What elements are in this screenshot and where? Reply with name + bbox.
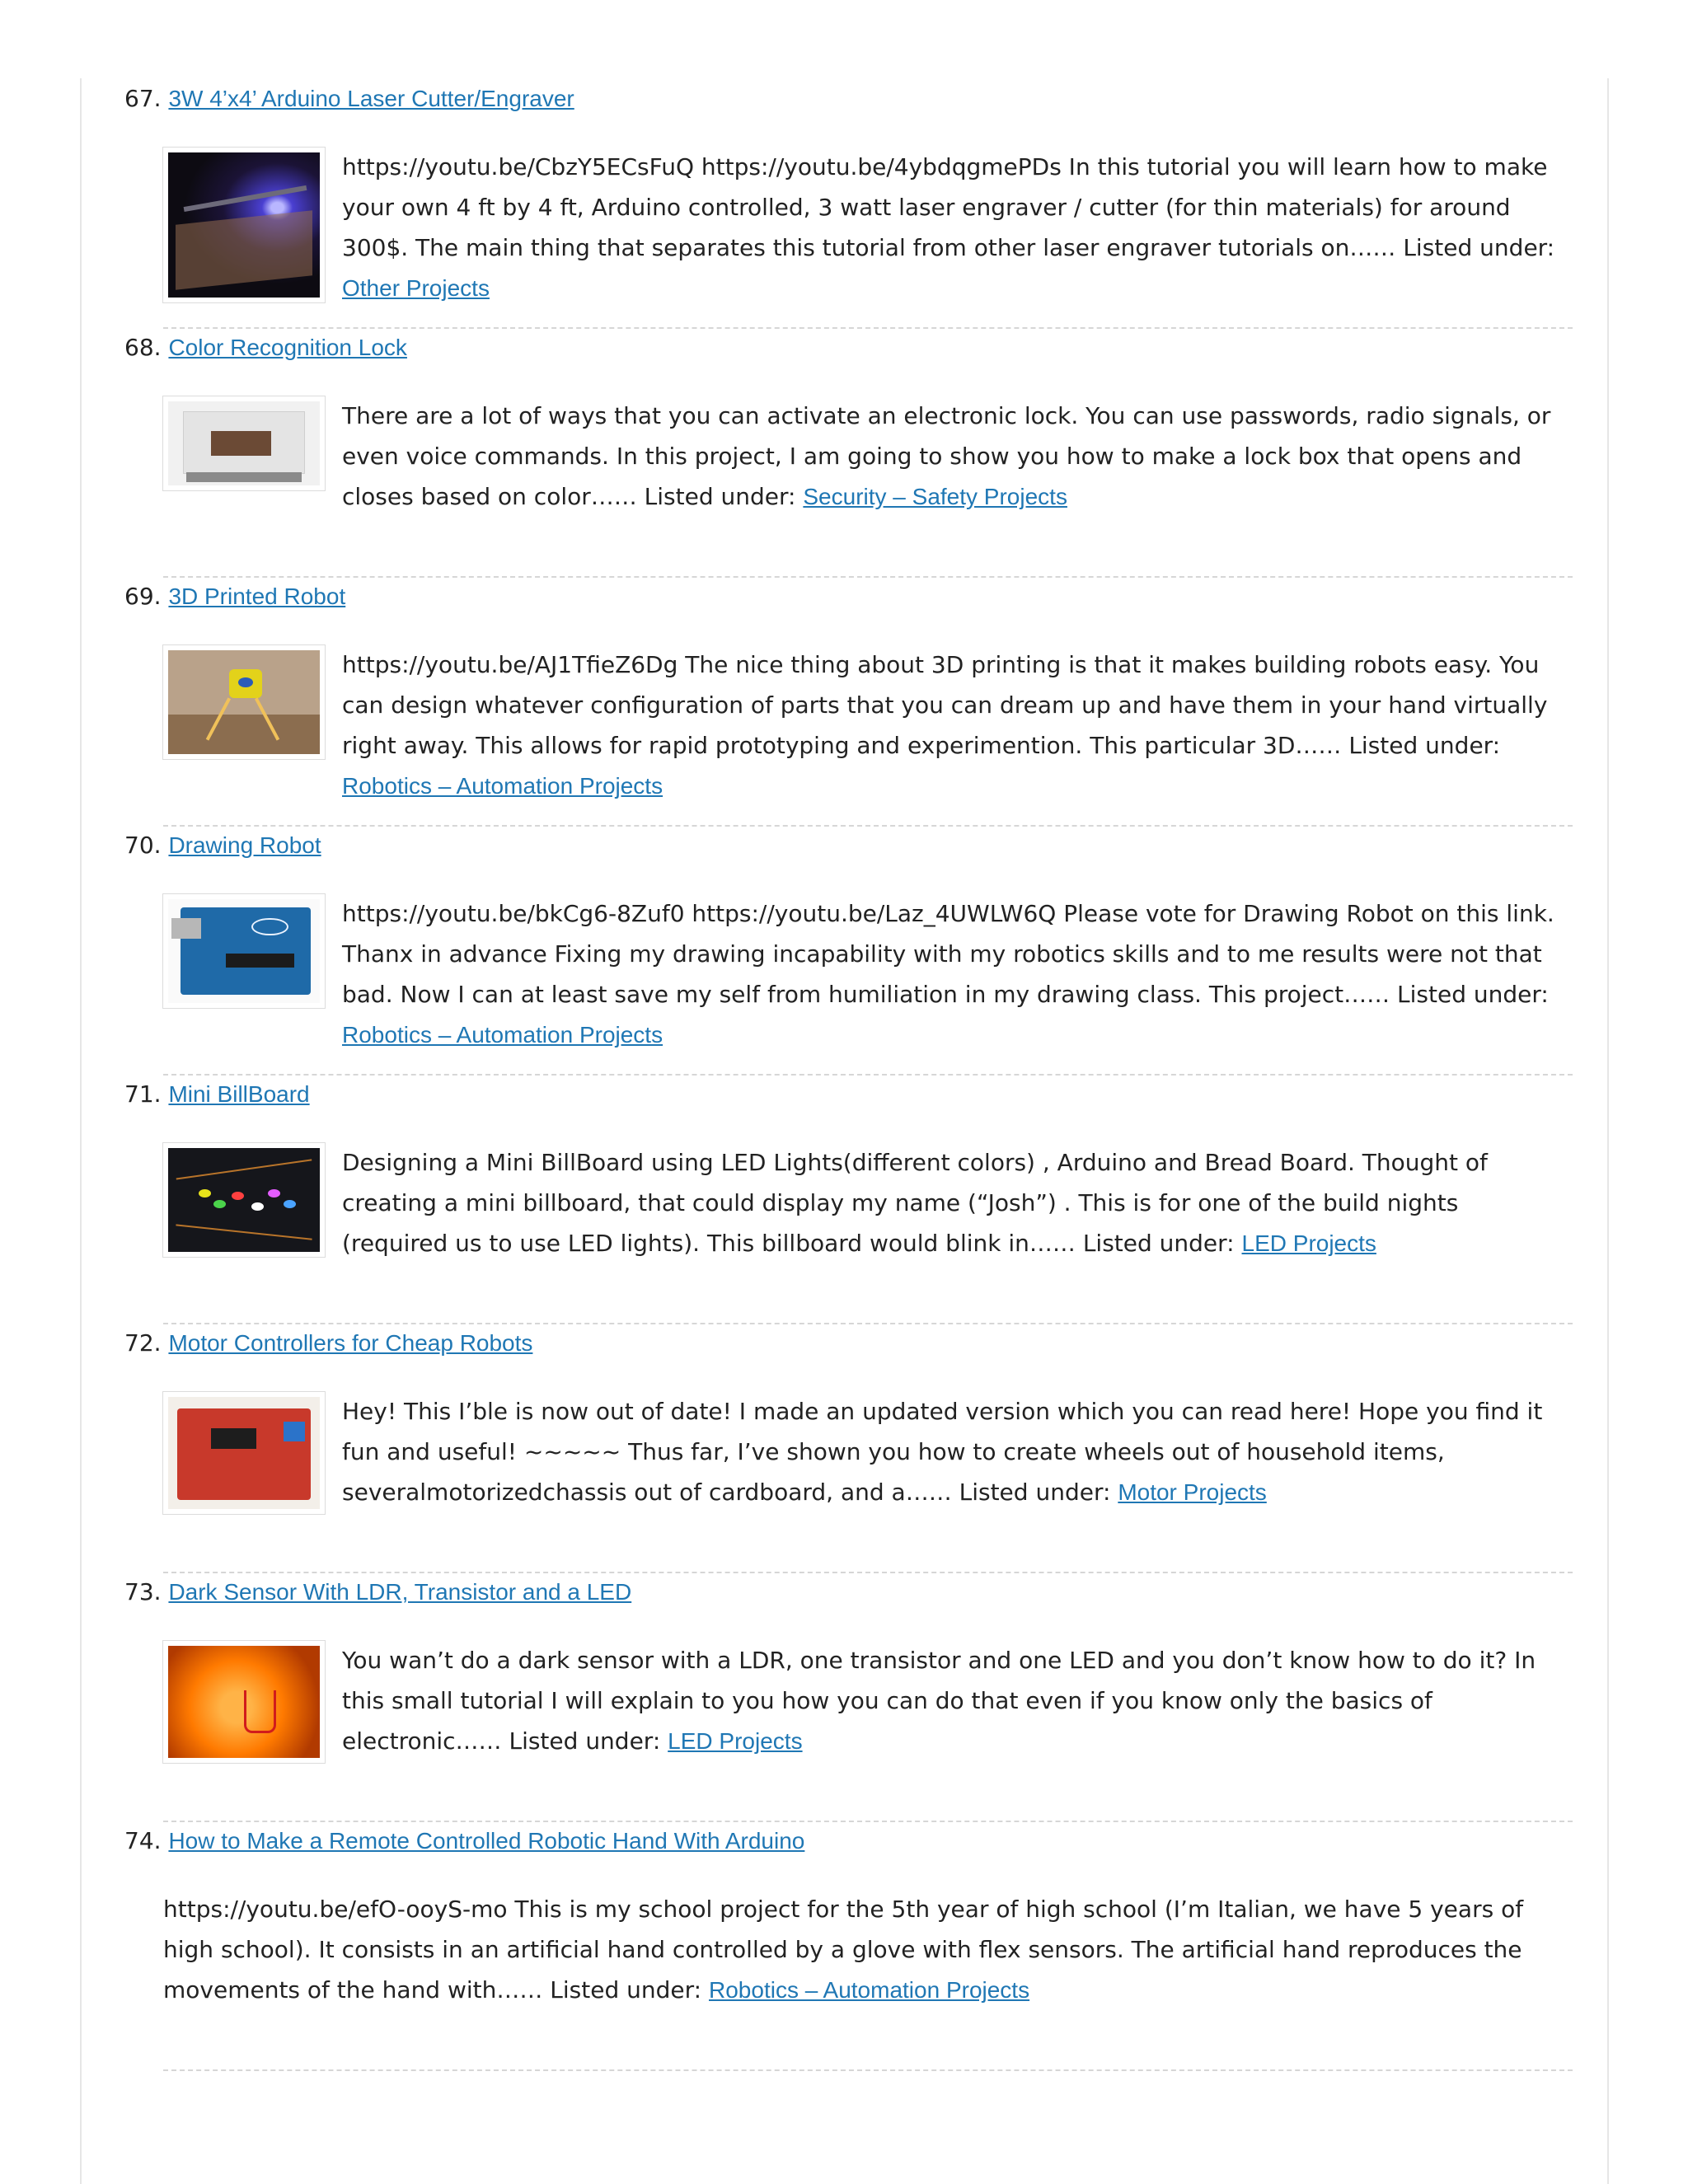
category-link[interactable]: Robotics – Automation Projects [709, 1977, 1030, 2003]
list-item [0, 249, 1688, 510]
item-title-row [124, 831, 321, 860]
description-text: https://youtu.be/efO-ooyS-mo This is my school project for the 5th year of high school (I’m Italian, we have 5 years of high school). It consists in an artificial hand controlled by a glove with flex sensors. The artificial hand reproduces the movements of the hand with…… [163, 1896, 1524, 2004]
led-billboard-image [168, 1148, 320, 1252]
item-number: 67. [124, 85, 162, 112]
item-title-link[interactable]: Drawing Robot [168, 832, 321, 858]
item-thumbnail[interactable] [162, 1142, 326, 1258]
category-link[interactable]: Other Projects [342, 275, 490, 301]
category-link[interactable]: Security – Safety Projects [803, 484, 1067, 509]
item-title-row [124, 582, 345, 612]
listed-under-label: Listed under: [1348, 732, 1501, 759]
list-item [0, 498, 1688, 799]
item-title-link[interactable]: Mini BillBoard [168, 1081, 310, 1107]
list-item [0, 996, 1688, 1257]
item-number: 73. [124, 1578, 162, 1605]
3d-robot-image [168, 650, 320, 754]
item-number: 68. [124, 334, 162, 361]
listed-under-label: Listed under: [509, 1727, 661, 1755]
item-thumbnail[interactable] [162, 893, 326, 1009]
item-thumbnail[interactable] [162, 396, 326, 491]
item-title-link[interactable]: 3W 4’x4’ Arduino Laser Cutter/Engraver [168, 86, 574, 111]
item-number: 74. [124, 1827, 162, 1854]
lock-box-image [168, 401, 320, 485]
description-text: https://youtu.be/CbzY5ECsFuQ https://youtu.be/4ybdqgmePDs In this tutorial you will learn how to make your own 4 ft by 4 ft, Arduino controlled, 3 watt laser engraver / cutter (for thin materials) for around 300$. The main thing that separates this tutorial from other laser engraver tutorials on…… [342, 153, 1548, 261]
item-number: 71. [124, 1080, 162, 1108]
description-text: You wan’t do a dark sensor with a LDR, one transistor and one LED and you don’t know how to do it? In this small tutorial I will explain to you how you can do that even if you know only the basics of electronic…… [342, 1647, 1536, 1755]
item-number: 69. [124, 583, 162, 610]
list-item [0, 1493, 1688, 1755]
category-link[interactable]: Robotics – Automation Projects [342, 1022, 663, 1047]
item-title-row [124, 333, 407, 363]
item-title-link[interactable]: How to Make a Remote Controlled Robotic Hand With Arduino [168, 1828, 805, 1854]
description-text: Designing a Mini BillBoard using LED Lights(different colors) , Arduino and Bread Board. Thought of creating a mini billboard, that could display my name (“Josh”) . This is for one of the build nights (required us to use LED lights). This billboard would blink in…… [342, 1149, 1488, 1257]
motor-controller-image [168, 1397, 320, 1509]
item-number: 70. [124, 832, 162, 859]
item-title-link[interactable]: Color Recognition Lock [168, 335, 407, 360]
item-number: 72. [124, 1329, 162, 1357]
item-title-row [124, 1577, 631, 1607]
item-title-link[interactable]: Motor Controllers for Cheap Robots [168, 1330, 533, 1356]
item-title-row [124, 84, 574, 114]
list-item [0, 1742, 1688, 2004]
listed-under-label: Listed under: [959, 1479, 1111, 1506]
item-thumbnail[interactable] [162, 644, 326, 760]
listed-under-label: Listed under: [1082, 1230, 1235, 1257]
item-separator [163, 2069, 1573, 2071]
item-description [163, 1889, 1573, 2010]
description-text: https://youtu.be/bkCg6-8Zuf0 https://youtu.be/Laz_4UWLW6Q Please vote for Drawing Robot on this link. Thanx in advance Fixing my drawing incapability with my robotics skills and to me results were not that bad. Now I can at least save my self from humiliation in my drawing class. This project…… [342, 900, 1554, 1008]
description-text: There are a lot of ways that you can activate an electronic lock. You can use passwords, radio signals, or even voice commands. In this project, I am going to show you how to make a lock box that opens and closes based on color…… [342, 402, 1551, 510]
description-text: https://youtu.be/AJ1TfieZ6Dg The nice thing about 3D printing is that it makes building robots easy. You can design whatever configuration of parts that you can dream up and have them in your hand virtually right away. This allows for rapid prototyping and experimention. This particular 3D…… [342, 651, 1548, 759]
description-text: Hey! This I’ble is now out of date! I made an updated version which you can read here! Hope you find it fun and useful! ~~~~~ Thus far, I’ve shown you how to create wheels out of household items, severalmotorizedchassis out of cardboard, and a…… [342, 1398, 1543, 1506]
listed-under-label: Listed under: [644, 483, 796, 510]
list-item [0, 0, 1688, 301]
item-title-link[interactable]: Dark Sensor With LDR, Transistor and a LED [168, 1579, 632, 1605]
listed-under-label: Listed under: [1403, 234, 1555, 261]
item-title-row [124, 1329, 532, 1358]
list-item [0, 1244, 1688, 1506]
category-link[interactable]: LED Projects [1241, 1230, 1376, 1256]
listed-under-label: Listed under: [550, 1976, 702, 2004]
item-title-row [124, 1080, 310, 1109]
category-link[interactable]: Motor Projects [1118, 1479, 1267, 1505]
dark-sensor-image [168, 1646, 320, 1758]
item-title-link[interactable]: 3D Printed Robot [168, 583, 346, 609]
arduino-board-image [168, 899, 320, 1003]
category-link[interactable]: LED Projects [668, 1728, 803, 1754]
list-item [0, 747, 1688, 1047]
listed-under-label: Listed under: [1397, 981, 1549, 1008]
category-link[interactable]: Robotics – Automation Projects [342, 773, 663, 799]
item-title-row [124, 1826, 804, 1856]
